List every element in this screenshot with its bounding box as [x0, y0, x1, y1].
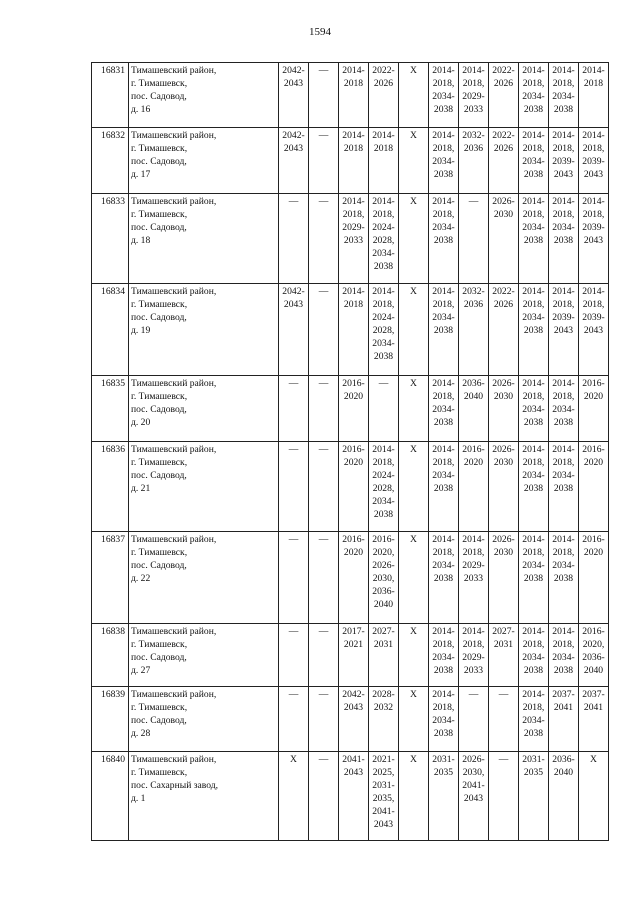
row-cell: — — [309, 128, 339, 194]
row-cell: 2014- 2018, 2034- 2038 — [429, 284, 459, 376]
row-cell: 2014- 2018, 2034- 2038 — [429, 128, 459, 194]
table-row — [92, 63, 609, 128]
row-cell: 2014- 2018, 2029- 2033 — [459, 624, 489, 687]
row-cell: 2014- 2018, 2034- 2038 — [549, 532, 579, 624]
page-number: 1594 — [309, 26, 331, 38]
row-cell: — — [309, 624, 339, 687]
row-cell: 2037- 2041 — [549, 687, 579, 752]
row-cell: 2014- 2018, 2039- 2043 — [579, 284, 609, 376]
table-row — [92, 128, 609, 194]
row-cell: 2014- 2018 — [369, 128, 399, 194]
row-cell: 2014- 2018, 2039- 2043 — [549, 284, 579, 376]
row-cell: 2022- 2026 — [489, 63, 519, 128]
row-cell: 2042- 2043 — [279, 63, 309, 128]
row-cell: 2026- 2030, 2041- 2043 — [459, 752, 489, 841]
row-cell: 2014- 2018, 2024- 2028, 2034- 2038 — [369, 442, 399, 532]
table-body — [92, 63, 609, 841]
table-row — [92, 442, 609, 532]
row-cell: — — [309, 284, 339, 376]
row-cell: — — [309, 376, 339, 442]
row-address: Тимашевский район, г. Тимашевск, пос. Садовод, д. 19 — [129, 284, 279, 376]
table-row — [92, 687, 609, 752]
row-cell: 2027- 2031 — [369, 624, 399, 687]
row-address: Тимашевский район, г. Тимашевск, пос. Садовод, д. 17 — [129, 128, 279, 194]
row-cell: 2014- 2018, 2034- 2038 — [519, 376, 549, 442]
row-cell: 2014- 2018, 2034- 2038 — [429, 63, 459, 128]
row-cell: 2016- 2020 — [579, 532, 609, 624]
row-address: Тимашевский район, г. Тимашевск, пос. Садовод, д. 16 — [129, 63, 279, 128]
row-cell: — — [369, 376, 399, 442]
table-row — [92, 284, 609, 376]
row-cell: X — [399, 284, 429, 376]
row-cell: 2014- 2018, 2039- 2043 — [549, 128, 579, 194]
row-cell: 2031- 2035 — [429, 752, 459, 841]
row-cell: 2032- 2036 — [459, 128, 489, 194]
row-cell: 2014- 2018, 2034- 2038 — [549, 376, 579, 442]
row-id: 16833 — [92, 194, 129, 284]
row-cell: 2016- 2020 — [339, 532, 369, 624]
row-cell: X — [279, 752, 309, 841]
table-row — [92, 376, 609, 442]
row-address: Тимашевский район, г. Тимашевск, пос. Сахарный завод, д. 1 — [129, 752, 279, 841]
row-cell: 2026- 2030 — [489, 376, 519, 442]
row-cell: X — [399, 624, 429, 687]
row-cell: 2014- 2018, 2034- 2038 — [519, 442, 549, 532]
row-cell: — — [489, 687, 519, 752]
row-id: 16838 — [92, 624, 129, 687]
row-cell: — — [279, 624, 309, 687]
row-cell: 2022- 2026 — [369, 63, 399, 128]
row-cell: 2014- 2018, 2034- 2038 — [429, 442, 459, 532]
row-cell: — — [459, 687, 489, 752]
row-cell: 2014- 2018, 2034- 2038 — [519, 624, 549, 687]
row-cell: 2042- 2043 — [279, 128, 309, 194]
row-cell: 2014- 2018, 2034- 2038 — [549, 194, 579, 284]
row-cell: 2016- 2020 — [339, 442, 369, 532]
row-cell: 2014- 2018 — [579, 63, 609, 128]
row-cell: — — [279, 194, 309, 284]
row-cell: 2028- 2032 — [369, 687, 399, 752]
schedule-table — [91, 62, 609, 841]
row-cell: 2014- 2018 — [339, 128, 369, 194]
row-cell: 2014- 2018 — [339, 284, 369, 376]
row-id: 16832 — [92, 128, 129, 194]
row-address: Тимашевский район, г. Тимашевск, пос. Садовод, д. 20 — [129, 376, 279, 442]
row-cell: 2014- 2018, 2034- 2038 — [429, 624, 459, 687]
row-cell: X — [399, 194, 429, 284]
row-cell: 2042- 2043 — [339, 687, 369, 752]
row-id: 16840 — [92, 752, 129, 841]
row-cell: 2036- 2040 — [459, 376, 489, 442]
row-cell: X — [399, 752, 429, 841]
row-cell: 2016- 2020 — [579, 442, 609, 532]
row-cell: 2014- 2018, 2034- 2038 — [519, 128, 549, 194]
row-cell: 2036- 2040 — [549, 752, 579, 841]
row-cell: — — [279, 442, 309, 532]
row-cell: 2014- 2018, 2034- 2038 — [549, 442, 579, 532]
row-id: 16831 — [92, 63, 129, 128]
table-row — [92, 532, 609, 624]
row-address: Тимашевский район, г. Тимашевск, пос. Садовод, д. 27 — [129, 624, 279, 687]
row-cell: — — [459, 194, 489, 284]
row-cell: 2022- 2026 — [489, 284, 519, 376]
row-cell: 2031- 2035 — [519, 752, 549, 841]
row-id: 16839 — [92, 687, 129, 752]
row-cell: 2037- 2041 — [579, 687, 609, 752]
row-cell: 2014- 2018, 2034- 2038 — [519, 532, 549, 624]
row-cell: 2014- 2018, 2039- 2043 — [579, 194, 609, 284]
row-cell: 2014- 2018, 2034- 2038 — [429, 687, 459, 752]
row-address: Тимашевский район, г. Тимашевск, пос. Садовод, д. 28 — [129, 687, 279, 752]
row-cell: 2022- 2026 — [489, 128, 519, 194]
row-cell: 2014- 2018, 2029- 2033 — [459, 532, 489, 624]
row-address: Тимашевский район, г. Тимашевск, пос. Садовод, д. 18 — [129, 194, 279, 284]
row-cell: 2014- 2018, 2034- 2038 — [549, 63, 579, 128]
row-cell: X — [399, 128, 429, 194]
row-cell: 2014- 2018, 2029- 2033 — [339, 194, 369, 284]
row-cell: 2016- 2020 — [339, 376, 369, 442]
table-row — [92, 752, 609, 841]
row-cell: 2042- 2043 — [279, 284, 309, 376]
row-cell: 2014- 2018, 2034- 2038 — [429, 194, 459, 284]
row-cell: — — [309, 63, 339, 128]
row-cell: X — [399, 687, 429, 752]
row-cell: X — [399, 63, 429, 128]
row-cell: 2041- 2043 — [339, 752, 369, 841]
row-cell: 2014- 2018, 2024- 2028, 2034- 2038 — [369, 284, 399, 376]
row-cell: 2014- 2018, 2024- 2028, 2034- 2038 — [369, 194, 399, 284]
table-row — [92, 194, 609, 284]
row-id: 16834 — [92, 284, 129, 376]
row-cell: — — [309, 442, 339, 532]
row-cell: — — [309, 752, 339, 841]
row-cell: — — [309, 194, 339, 284]
row-cell: 2014- 2018, 2034- 2038 — [429, 376, 459, 442]
row-cell: — — [309, 532, 339, 624]
row-cell: 2027- 2031 — [489, 624, 519, 687]
row-cell: 2016- 2020 — [579, 376, 609, 442]
row-cell: 2026- 2030 — [489, 532, 519, 624]
row-cell: 2014- 2018, 2034- 2038 — [519, 687, 549, 752]
row-cell: X — [399, 532, 429, 624]
row-cell: 2014- 2018 — [339, 63, 369, 128]
row-cell: 2014- 2018, 2034- 2038 — [519, 63, 549, 128]
row-cell: X — [399, 376, 429, 442]
row-id: 16836 — [92, 442, 129, 532]
row-cell: 2016- 2020 — [459, 442, 489, 532]
row-cell: 2014- 2018, 2029- 2033 — [459, 63, 489, 128]
row-cell: 2026- 2030 — [489, 442, 519, 532]
row-cell: 2017- 2021 — [339, 624, 369, 687]
table-row — [92, 624, 609, 687]
row-cell: — — [279, 687, 309, 752]
row-cell: 2014- 2018, 2034- 2038 — [429, 532, 459, 624]
row-address: Тимашевский район, г. Тимашевск, пос. Садовод, д. 21 — [129, 442, 279, 532]
row-cell: 2014- 2018, 2034- 2038 — [519, 284, 549, 376]
row-cell: — — [489, 752, 519, 841]
row-id: 16837 — [92, 532, 129, 624]
row-cell: — — [279, 532, 309, 624]
row-cell: 2014- 2018, 2039- 2043 — [579, 128, 609, 194]
row-id: 16835 — [92, 376, 129, 442]
row-cell: 2016- 2020, 2036- 2040 — [579, 624, 609, 687]
row-address: Тимашевский район, г. Тимашевск, пос. Садовод, д. 22 — [129, 532, 279, 624]
row-cell: X — [399, 442, 429, 532]
row-cell: 2014- 2018, 2034- 2038 — [519, 194, 549, 284]
row-cell: X — [579, 752, 609, 841]
row-cell: — — [279, 376, 309, 442]
row-cell: 2026- 2030 — [489, 194, 519, 284]
row-cell: 2032- 2036 — [459, 284, 489, 376]
row-cell: 2014- 2018, 2034- 2038 — [549, 624, 579, 687]
row-cell: — — [309, 687, 339, 752]
row-cell: 2021- 2025, 2031- 2035, 2041- 2043 — [369, 752, 399, 841]
row-cell: 2016- 2020, 2026- 2030, 2036- 2040 — [369, 532, 399, 624]
